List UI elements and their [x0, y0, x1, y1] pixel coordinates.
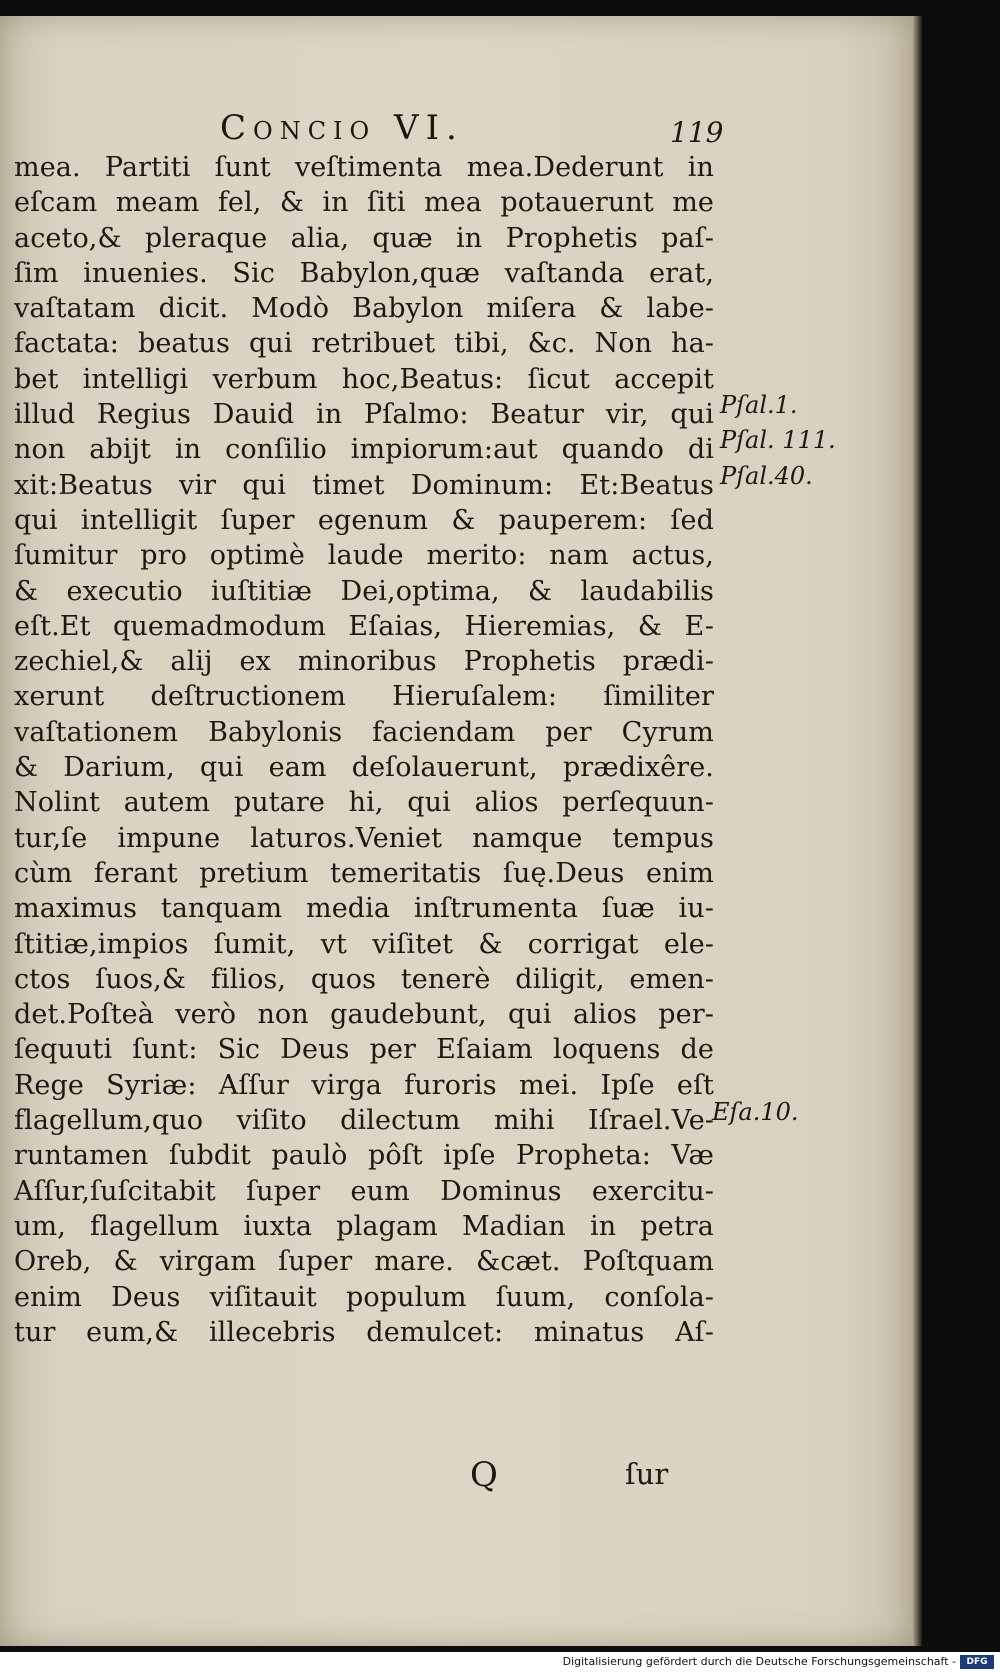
text-line: vaſtatam dicit. Modò Babylon miſera & labe- [14, 293, 714, 325]
text-line: bet intelligi verbum hoc,Beatus: ſicut accepit [14, 363, 714, 395]
text-line: tur,ſe impune laturos.Veniet namque tempus [14, 822, 714, 854]
text-line: aceto,& pleraque alia, quæ in Prophetis paſ- [14, 222, 714, 254]
text-line: Nolint autem putare hi, qui alios perſequun- [14, 787, 714, 819]
text-line: ctos ſuos,& filios, quos tenerè diligit, emen- [14, 963, 714, 995]
text-line: det.Poſteà verò non gaudebunt, qui alios per- [14, 999, 714, 1031]
text-line: xit:Beatus vir qui timet Dominum: Et:Beatus [14, 469, 714, 501]
footer-credit: Digitalisierung gefördert durch die Deutsche Forschungsgemeinschaft - [562, 1655, 956, 1668]
margin-note-psalm-1: Pſal.1. [720, 391, 798, 419]
text-line: enim Deus viſitauit populum ſuum, conſola- [14, 1281, 714, 1313]
page-number: 119 [670, 116, 724, 149]
text-line: qui intelligit ſuper egenum & pauperem: ſed [14, 504, 714, 536]
text-line: ſim inuenies. Sic Babylon,quæ vaſtanda erat, [14, 257, 714, 289]
page-header [220, 102, 724, 152]
text-line: eſt.Et quemadmodum Eſaias, Hieremias, & E- [14, 610, 714, 642]
text-line: cùm ferant pretium temeritatis ſuę.Deus enim [14, 857, 714, 889]
text-line: um, flagellum iuxta plagam Madian in petra [14, 1210, 714, 1242]
text-line: mea. Partiti ſunt veſtimenta mea.Dederunt in [14, 152, 714, 183]
text-line: ſumitur pro optimè laude merito: nam actus, [14, 540, 714, 572]
text-line: maximus tanquam media inſtrumenta ſuæ iu- [14, 893, 714, 925]
text-line: eſcam meam fel, & in ſiti mea potauerunt me [14, 187, 714, 219]
text-line: Oreb, & virgam ſuper mare. &cæt. Poſtquam [14, 1246, 714, 1278]
text-line: illud Regius Dauid in Pſalmo: Beatur vir, qui [14, 399, 714, 431]
margin-note-psalm-40: Pſal.40. [720, 462, 813, 490]
text-line: ſequuti ſunt: Sic Deus per Eſaiam loquens de [14, 1034, 714, 1066]
text-line: zechiel,& alij ex minoribus Prophetis prædi- [14, 646, 714, 678]
text-line: xerunt deſtructionem Hieruſalem: ſimiliter [14, 681, 714, 713]
body-text [14, 150, 714, 1350]
digitization-footer [0, 1652, 1000, 1672]
text-line: & Darium, qui eam deſolauerunt, prædixêre. [14, 752, 714, 784]
margin-note-isaiah-10: Eſa.10. [712, 1098, 799, 1126]
text-line: non abijt in conſilio impiorum:aut quando di [14, 434, 714, 466]
text-line: runtamen ſubdit paulò pôſt ipſe Propheta: Væ [14, 1140, 714, 1172]
text-line: vaſtationem Babylonis faciendam per Cyrum [14, 716, 714, 748]
catchword-line [470, 1455, 680, 1495]
dfg-logo-icon: DFG [960, 1655, 994, 1669]
text-line: flagellum,quo viſito dilectum mihi Iſrael.Ve- [14, 1105, 714, 1137]
text-line: & executio iuſtitiæ Dei,optima, & laudabilis [14, 575, 714, 607]
signature-mark: Q [470, 1455, 498, 1495]
text-line: tur eum,& illecebris demulcet: minatus Aſ- [14, 1316, 714, 1348]
text-line: ſtitiæ,impios ſumit, vt viſitet & corrigat ele- [14, 928, 714, 960]
text-line: factata: beatus qui retribuet tibi, &c. Non ha- [14, 328, 714, 360]
text-line: Rege Syriæ: Aſſur virga furoris mei. Ipſe eſt [14, 1069, 714, 1101]
margin-note-psalm-111: Pſal. 111. [720, 426, 836, 454]
running-head: Concio VI. [220, 108, 464, 148]
catchword: ſur [625, 1457, 669, 1491]
page-edge [912, 16, 922, 1646]
text-line: Aſſur,ſuſcitabit ſuper eum Dominus exercitu- [14, 1175, 714, 1207]
